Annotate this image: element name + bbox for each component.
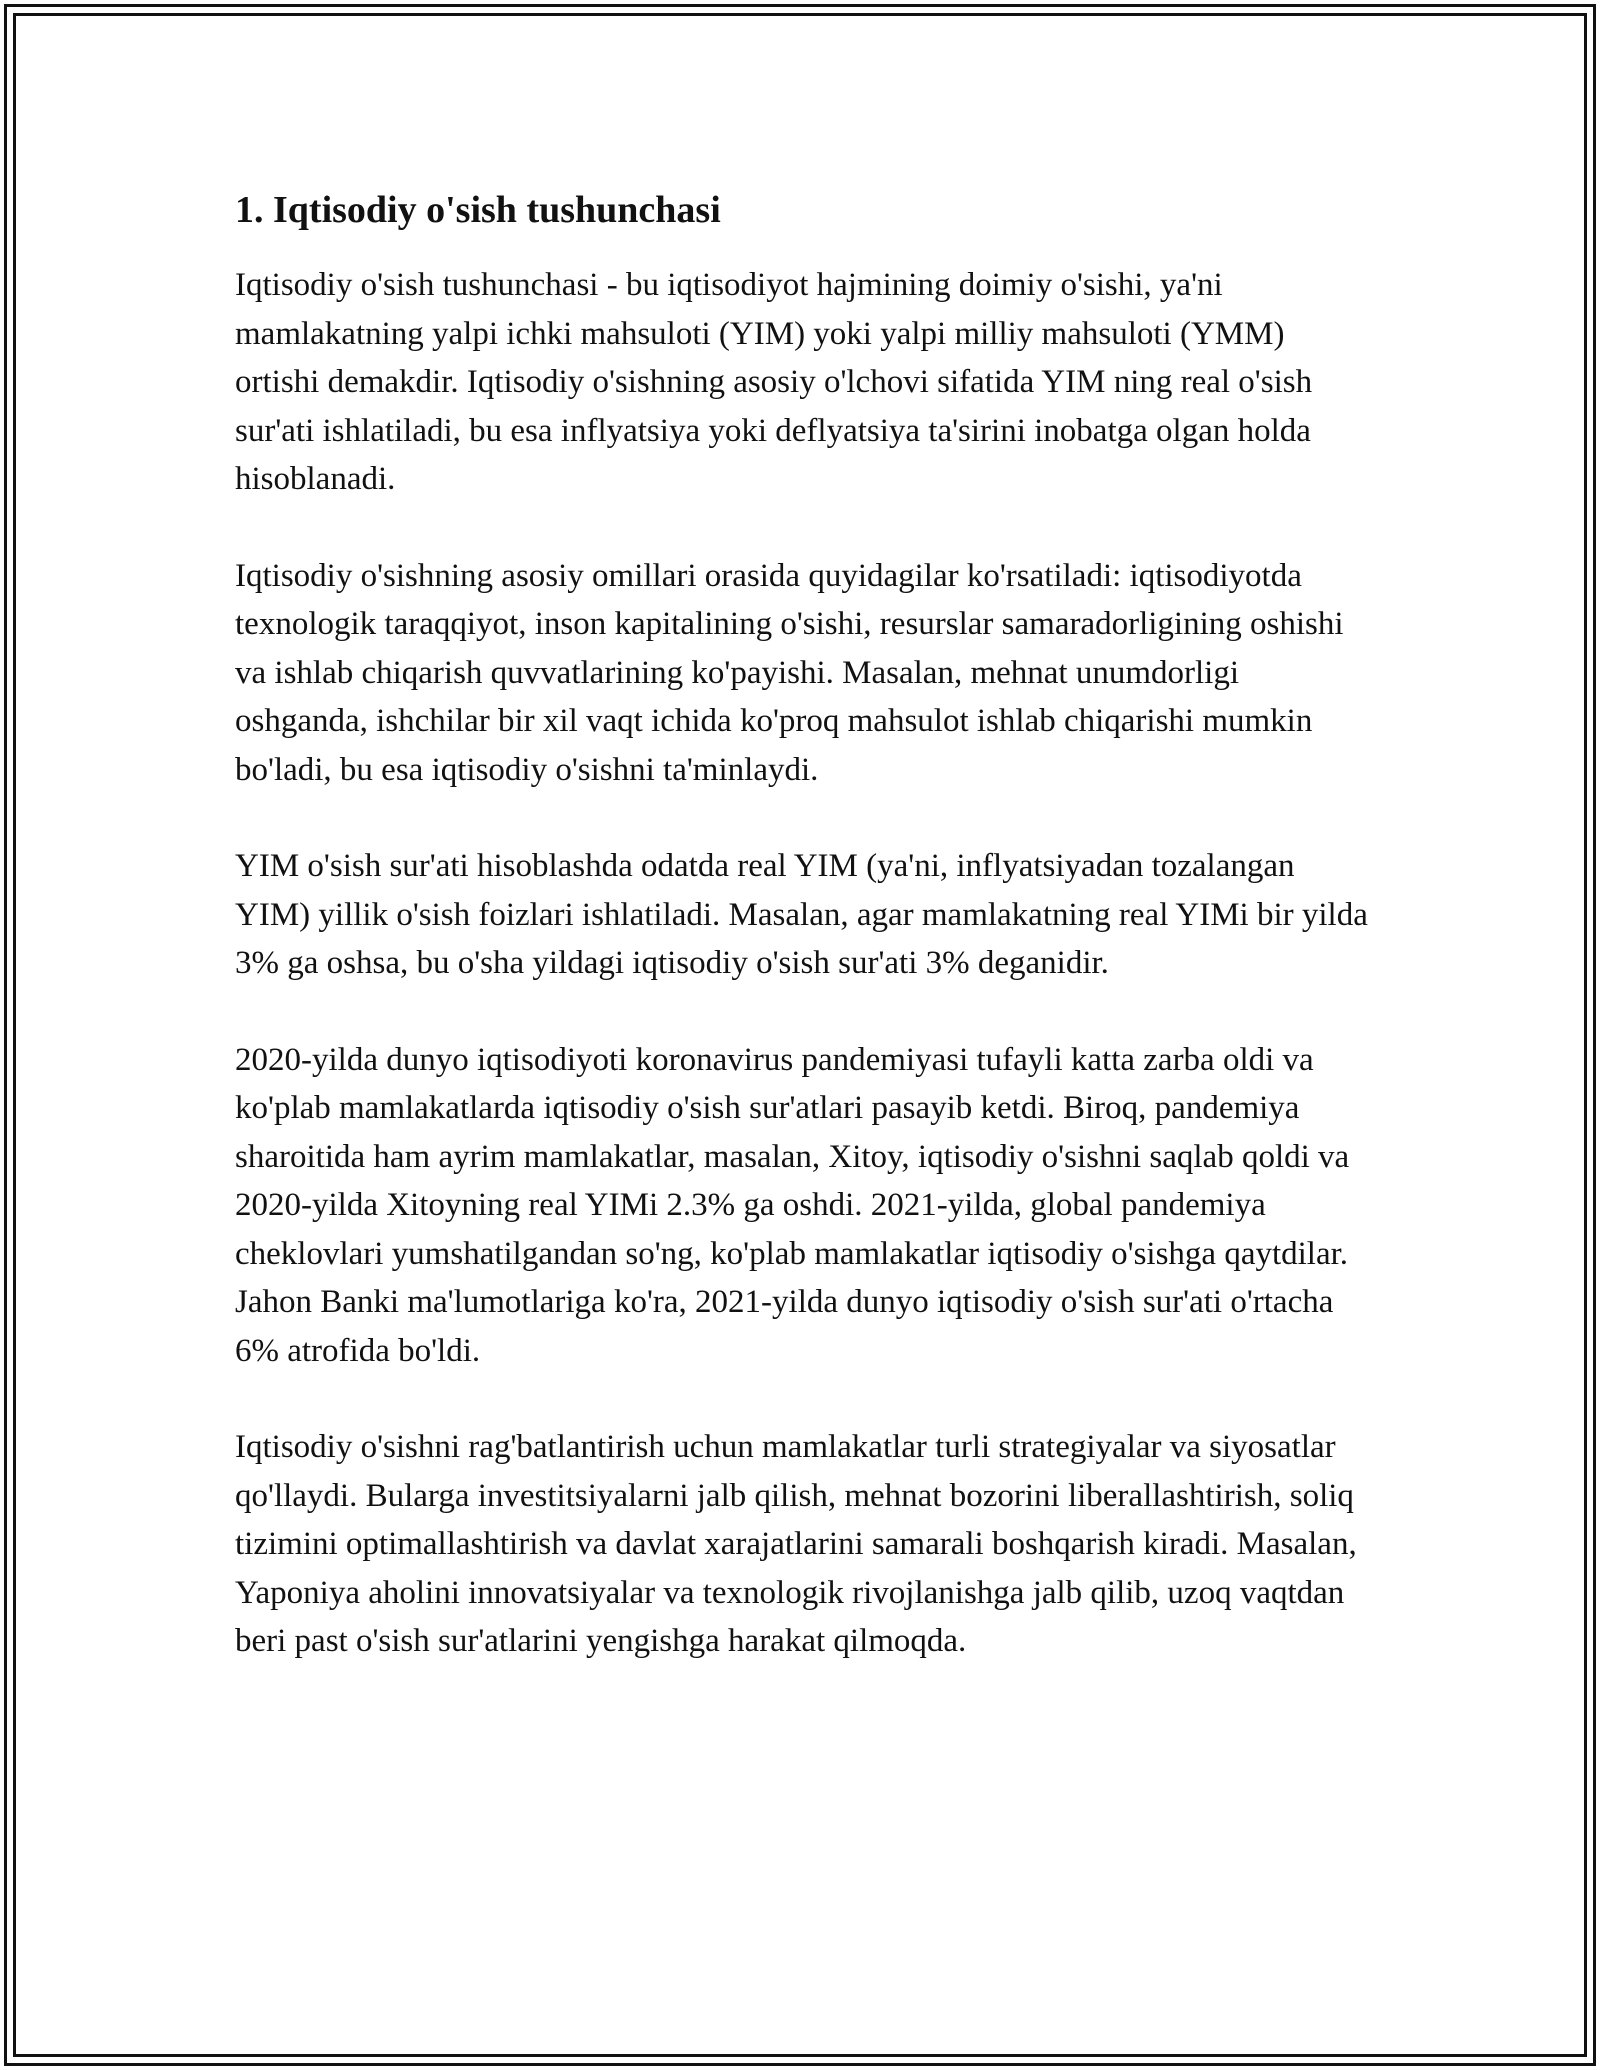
paragraph-growth-rate: YIM o'sish sur'ati hisoblashda odatda real YIM (ya'ni, inflyatsiyadan tozalangan YIM) yillik o'sish foizlari ishlatiladi. Masalan, agar mamlakatning real YIMi bir yilda 3% ga oshsa, bu o'sha yildagi iqtisodiy o'sish sur'ati 3% deganidir. <box>235 848 1368 981</box>
paragraph-strategies: Iqtisodiy o'sishni rag'batlantirish uchun mamlakatlar turli strategiyalar va siyosatlar qo'llaydi. Bularga investitsiyalarni jalb qilish, mehnat bozorini liberallashtirish, soliq tizimini optimallashtirish va davlat xarajatlarini samarali boshqarish kiradi. Masalan, Yaponiya aholini innovatsiyalar va texnologik rivojlanishga jalb qilib, uzoq vaqtdan beri past o'sish sur'atlarini yengishga harakat qilmoqda. <box>235 1429 1357 1659</box>
document-body <box>235 185 1370 1714</box>
section-heading: 1. Iqtisodiy o'sish tushunchasi <box>235 189 721 231</box>
paragraph-factors: Iqtisodiy o'sishning asosiy omillari orasida quyidagilar ko'rsatiladi: iqtisodiyotda texnologik taraqqiyot, inson kapitalining o'sishi, resurslar samaradorligining oshishi va ishlab chiqarish quvvatlarining ko'payishi. Masalan, mehnat unumdorligi oshganda, ishchilar bir xil vaqt ichida ko'proq mahsulot ishlab chiqarishi mumkin bo'ladi, bu esa iqtisodiy o'sishni ta'minlaydi. <box>235 557 1344 788</box>
paragraph-definition: Iqtisodiy o'sish tushunchasi - bu iqtisodiyot hajmining doimiy o'sishi, ya'ni mamlakatning yalpi ichki mahsuloti (YIM) yoki yalpi milliy mahsuloti (YMM) ortishi demakdir. Iqtisodiy o'sishning asosiy o'lchovi sifatida YIM ning real o'sish sur'ati ishlatiladi, bu esa inflyatsiya yoki deflyatsiya ta'sirini inobatga olgan holda hisoblanadi. <box>235 267 1313 497</box>
paragraph-pandemic: 2020-yilda dunyo iqtisodiyoti koronavirus pandemiyasi tufayli katta zarba oldi va ko'plab mamlakatlarda iqtisodiy o'sish sur'atlari pasayib ketdi. Biroq, pandemiya sharoitida ham ayrim mamlakatlar, masalan, Xitoy, iqtisodiy o'sishni saqlab qoldi va 2020-yilda Xitoyning real YIMi 2.3% ga oshdi. 2021-yilda, global pandemiya cheklovlari yumshatilgandan so'ng, ko'plab mamlakatlar iqtisodiy o'sishga qaytdilar. Jahon Banki ma'lumotlariga ko'ra, 2021-yilda dunyo iqtisodiy o'sish sur'ati o'rtacha 6% atrofida bo'ldi. <box>235 1041 1350 1369</box>
